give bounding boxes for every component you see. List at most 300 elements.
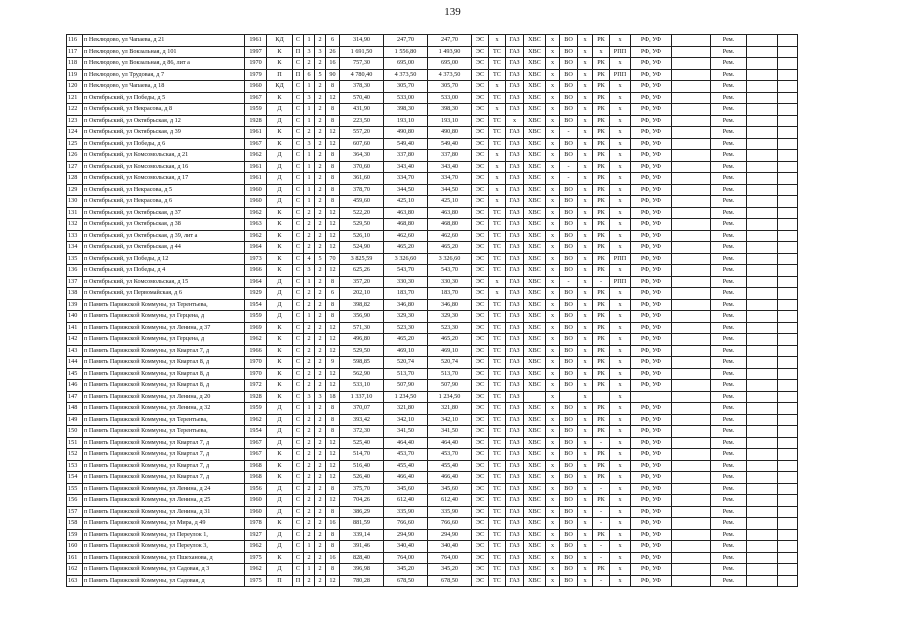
table-cell: РФ, УФ [631, 219, 672, 231]
table-cell: ЭС [472, 552, 489, 564]
table-cell: 1964 [245, 276, 267, 288]
table-cell: П [293, 69, 304, 81]
table-cell: РПП [610, 69, 631, 81]
table-cell: 160 [67, 541, 83, 553]
table-cell: РФ, УФ [631, 58, 672, 70]
table-cell: ЭС [472, 58, 489, 70]
table-cell: х [546, 219, 560, 231]
table-row [67, 311, 798, 323]
table-cell: Д [267, 104, 293, 116]
table-cell: 1929 [245, 288, 267, 300]
table-row [67, 35, 798, 47]
table-cell: 469,10 [384, 345, 428, 357]
table-cell: 1968 [245, 472, 267, 484]
table-row [67, 276, 798, 288]
table-cell [672, 127, 711, 139]
table-cell: 598,85 [340, 357, 384, 369]
table-cell: 1 [304, 173, 315, 185]
table-row [67, 230, 798, 242]
table-cell: РФ, УФ [631, 322, 672, 334]
table-cell: ГАЗ [506, 265, 524, 277]
table-cell: Д [267, 288, 293, 300]
table-cell: 1954 [245, 299, 267, 311]
table-cell: Рем. [711, 541, 747, 553]
table-cell: 2 [315, 276, 326, 288]
table-cell: ХВС [524, 161, 546, 173]
table-row [67, 219, 798, 231]
table-cell: 2 [304, 380, 315, 392]
table-cell: п Неклюдово, ул Вокзальная, д 101 [83, 46, 245, 58]
table-cell: ЭС [472, 288, 489, 300]
table-cell: 223,50 [340, 115, 384, 127]
table-cell: С [293, 150, 304, 162]
table-cell: С [293, 495, 304, 507]
table-cell: С [293, 483, 304, 495]
table-cell: 128 [67, 173, 83, 185]
table-cell: РФ, УФ [631, 311, 672, 323]
table-cell: ГАЗ [506, 138, 524, 150]
table-cell [747, 58, 778, 70]
table-cell: п Память Парижской Коммуны, ул Квартал 7, д [83, 437, 245, 449]
table-cell [747, 564, 778, 576]
table-cell: 119 [67, 69, 83, 81]
table-cell: РК [593, 219, 610, 231]
table-cell: ЭС [472, 483, 489, 495]
table-cell: 12 [326, 127, 340, 139]
table-cell [747, 207, 778, 219]
table-cell [747, 230, 778, 242]
table-cell: х [578, 138, 593, 150]
table-cell: Рем. [711, 437, 747, 449]
table-cell: 375,70 [340, 483, 384, 495]
table-cell [747, 150, 778, 162]
table-cell: ВО [560, 69, 578, 81]
table-cell: 140 [67, 311, 83, 323]
table-cell: С [293, 115, 304, 127]
table-cell: Рем. [711, 575, 747, 587]
table-cell: С [293, 92, 304, 104]
table-cell: РФ, УФ [631, 230, 672, 242]
table-cell: х [593, 46, 610, 58]
table-cell: 2 [315, 265, 326, 277]
table-cell: С [293, 288, 304, 300]
table-cell: С [293, 253, 304, 265]
table-cell [672, 253, 711, 265]
table-cell [672, 104, 711, 116]
table-cell: х [546, 552, 560, 564]
table-cell: ГАЗ [506, 322, 524, 334]
table-cell: ХВС [524, 575, 546, 587]
table-cell [672, 242, 711, 254]
table-cell: 1 [304, 564, 315, 576]
table-cell [778, 460, 798, 472]
table-cell: ЭС [472, 357, 489, 369]
table-cell: 490,80 [384, 127, 428, 139]
table-cell: 463,80 [384, 207, 428, 219]
table-row [67, 161, 798, 173]
table-cell: х [546, 92, 560, 104]
table-cell: п Октябрьский, ул Октябрьская, д 37 [83, 207, 245, 219]
table-cell: 1970 [245, 58, 267, 70]
table-cell: С [293, 173, 304, 185]
table-cell: Д [267, 150, 293, 162]
table-cell: ГАЗ [506, 552, 524, 564]
table-row [67, 552, 798, 564]
table-cell: ТС [489, 506, 506, 518]
table-cell: 2 [315, 299, 326, 311]
table-cell: 3 825,59 [340, 253, 384, 265]
table-row [67, 115, 798, 127]
table-cell: РФ, УФ [631, 35, 672, 47]
table-cell: ХВС [524, 426, 546, 438]
table-cell: х [610, 495, 631, 507]
table-cell: ВО [560, 253, 578, 265]
table-cell [672, 138, 711, 150]
table-cell: К [267, 334, 293, 346]
table-cell: ТС [489, 564, 506, 576]
table-cell: х [578, 184, 593, 196]
table-cell [672, 357, 711, 369]
table-cell: К [267, 472, 293, 484]
table-cell: п Октябрьский, ул Комсомольская, д 16 [83, 161, 245, 173]
table-cell: РК [593, 196, 610, 208]
table-cell: х [578, 276, 593, 288]
table-cell: РФ, УФ [631, 196, 672, 208]
table-cell: 151 [67, 437, 83, 449]
table-row [67, 403, 798, 415]
table-cell: ГАЗ [506, 529, 524, 541]
table-cell: х [546, 414, 560, 426]
table-cell: К [267, 207, 293, 219]
table-cell: РК [593, 288, 610, 300]
table-cell: 2 [315, 196, 326, 208]
table-cell [747, 46, 778, 58]
table-cell: С [293, 242, 304, 254]
table-cell: С [293, 322, 304, 334]
table-cell [747, 276, 778, 288]
table-cell: С [293, 311, 304, 323]
table-cell [672, 345, 711, 357]
table-cell: п Память Парижской Коммуны, ул Квартал 7, д [83, 472, 245, 484]
table-cell [747, 184, 778, 196]
table-cell: К [267, 92, 293, 104]
table-cell: ВО [560, 437, 578, 449]
table-cell: Рем. [711, 552, 747, 564]
table-cell: х [506, 115, 524, 127]
table-cell: п Память Парижской Коммуны, ул Квартал 8, д [83, 380, 245, 392]
table-cell: 2 [304, 414, 315, 426]
table-cell: п Октябрьский, ул Первомайская, д 6 [83, 288, 245, 300]
table-cell: 1972 [245, 380, 267, 392]
table-cell: 2 [304, 518, 315, 530]
table-cell: 2 [304, 449, 315, 461]
table-cell: 357,20 [340, 276, 384, 288]
table-cell: 6 [304, 69, 315, 81]
table-cell: п Октябрьский, ул Победы, д 6 [83, 138, 245, 150]
table-cell: 2 [304, 426, 315, 438]
table-cell: 2 [315, 541, 326, 553]
table-cell: 780,28 [340, 575, 384, 587]
table-cell: ХВС [524, 58, 546, 70]
table-cell: ГАЗ [506, 575, 524, 587]
table-cell [778, 265, 798, 277]
table-cell: х [578, 265, 593, 277]
table-cell: 372,30 [340, 426, 384, 438]
table-cell: ЭС [472, 196, 489, 208]
table-cell: 8 [326, 161, 340, 173]
table-cell: ГАЗ [506, 35, 524, 47]
table-cell: Д [267, 437, 293, 449]
table-cell: ВО [560, 564, 578, 576]
table-cell: 1 [304, 150, 315, 162]
table-cell [778, 173, 798, 185]
table-cell: ТС [489, 575, 506, 587]
table-cell: 529,50 [340, 345, 384, 357]
table-cell: х [546, 506, 560, 518]
table-cell: 1 556,80 [384, 46, 428, 58]
table-cell: ВО [560, 230, 578, 242]
table-cell: Рем. [711, 104, 747, 116]
table-cell: ВО [560, 138, 578, 150]
table-cell [672, 207, 711, 219]
table-cell: Д [267, 403, 293, 415]
table-cell: ТС [489, 529, 506, 541]
table-cell: Рем. [711, 253, 747, 265]
table-cell: х [546, 575, 560, 587]
table-cell: 294,90 [428, 529, 472, 541]
table-cell: ТС [489, 368, 506, 380]
table-cell: ТС [489, 207, 506, 219]
table-cell: РФ, УФ [631, 104, 672, 116]
table-cell: х [546, 449, 560, 461]
table-row [67, 92, 798, 104]
table-cell: ВО [560, 219, 578, 231]
table-cell: ВО [560, 35, 578, 47]
table-cell: 2 [315, 58, 326, 70]
table-cell [747, 288, 778, 300]
table-cell: РФ, УФ [631, 288, 672, 300]
table-cell: х [610, 207, 631, 219]
table-cell: 549,40 [384, 138, 428, 150]
table-cell: ТС [489, 115, 506, 127]
table-cell: 704,26 [340, 495, 384, 507]
table-cell: 398,30 [384, 104, 428, 116]
table-cell: 335,90 [428, 506, 472, 518]
table-cell: х [546, 403, 560, 415]
table-cell: К [267, 357, 293, 369]
table-cell: С [293, 299, 304, 311]
table-cell: х [578, 460, 593, 472]
table-cell: Рем. [711, 265, 747, 277]
table-cell: ЭС [472, 564, 489, 576]
table-cell: 2 [315, 506, 326, 518]
table-cell: ВО [560, 299, 578, 311]
table-cell: х [489, 161, 506, 173]
table-cell: ХВС [524, 276, 546, 288]
table-cell: 305,70 [384, 81, 428, 93]
table-cell: 490,80 [428, 127, 472, 139]
table-cell [524, 391, 546, 403]
table-cell [672, 506, 711, 518]
table-cell: х [578, 58, 593, 70]
table-cell: ВО [560, 104, 578, 116]
table-cell: 3 [304, 391, 315, 403]
table-cell: 70 [326, 253, 340, 265]
table-cell [672, 334, 711, 346]
table-cell: ХВС [524, 138, 546, 150]
table-cell: ВО [560, 345, 578, 357]
table-cell: 247,70 [384, 35, 428, 47]
table-cell: Д [267, 426, 293, 438]
table-cell: 12 [326, 449, 340, 461]
table-cell: ТС [489, 92, 506, 104]
table-cell: РК [593, 92, 610, 104]
table-cell: х [578, 104, 593, 116]
table-cell [778, 253, 798, 265]
table-cell: 129 [67, 184, 83, 196]
table-cell: ТС [489, 518, 506, 530]
table-cell: ВО [560, 483, 578, 495]
table-cell: х [578, 219, 593, 231]
table-cell: 468,80 [428, 219, 472, 231]
table-cell: 16 [326, 552, 340, 564]
table-cell: 2 [304, 299, 315, 311]
table-cell: х [546, 253, 560, 265]
table-cell: 1928 [245, 391, 267, 403]
table-cell: 8 [326, 184, 340, 196]
table-cell: РФ, УФ [631, 552, 672, 564]
table-cell: 343,40 [428, 161, 472, 173]
table-cell: х [610, 541, 631, 553]
table-cell: 520,74 [428, 357, 472, 369]
table-cell: ТС [489, 357, 506, 369]
table-cell: ГАЗ [506, 104, 524, 116]
table-cell: 152 [67, 449, 83, 461]
table-cell: 12 [326, 322, 340, 334]
table-cell: 12 [326, 380, 340, 392]
table-cell: ВО [560, 529, 578, 541]
table-cell: ВО [560, 311, 578, 323]
table-cell: ВО [560, 380, 578, 392]
table-cell: 123 [67, 115, 83, 127]
table-cell: Д [267, 506, 293, 518]
table-cell: 340,40 [384, 541, 428, 553]
table-cell: ХВС [524, 334, 546, 346]
table-cell: 513,70 [384, 368, 428, 380]
table-cell: х [546, 138, 560, 150]
table-cell: 154 [67, 472, 83, 484]
table-cell [672, 368, 711, 380]
table-cell [778, 127, 798, 139]
table-cell: Рем. [711, 368, 747, 380]
table-cell [672, 58, 711, 70]
table-cell [778, 230, 798, 242]
table-cell: ГАЗ [506, 403, 524, 415]
table-cell [778, 196, 798, 208]
table-cell: ХВС [524, 173, 546, 185]
table-cell: Рем. [711, 115, 747, 127]
table-cell: 6 [326, 35, 340, 47]
table-cell: РК [593, 115, 610, 127]
table-cell: п Октябрьский, ул Победы, д 12 [83, 253, 245, 265]
table-cell: 2 [315, 334, 326, 346]
table-cell: С [293, 196, 304, 208]
table-cell: 3 326,60 [384, 253, 428, 265]
table-cell: 346,80 [384, 299, 428, 311]
table-cell: 4 373,50 [384, 69, 428, 81]
table-cell: РФ, УФ [631, 69, 672, 81]
table-cell: РПП [610, 46, 631, 58]
table-cell: С [293, 138, 304, 150]
table-cell: ХВС [524, 311, 546, 323]
table-cell: ГАЗ [506, 276, 524, 288]
table-cell: РК [593, 253, 610, 265]
table-cell: х [546, 69, 560, 81]
table-row [67, 253, 798, 265]
table-cell: ВО [560, 334, 578, 346]
table-cell: х [546, 472, 560, 484]
table-cell: х [489, 173, 506, 185]
table-cell [747, 161, 778, 173]
table-cell: РК [593, 460, 610, 472]
table-cell: 2 [315, 552, 326, 564]
table-cell: 90 [326, 69, 340, 81]
table-cell: ВО [560, 495, 578, 507]
table-cell [747, 380, 778, 392]
table-cell: х [578, 35, 593, 47]
table-cell: 344,50 [428, 184, 472, 196]
table-cell [672, 219, 711, 231]
table-cell: - [593, 483, 610, 495]
table-cell: п Неклюдово, ул Вокзальная, д 86, лит а [83, 58, 245, 70]
table-cell: ТС [489, 138, 506, 150]
table-cell: - [593, 276, 610, 288]
table-cell: 345,20 [384, 564, 428, 576]
table-cell [778, 219, 798, 231]
table-cell: 514,70 [340, 449, 384, 461]
table-cell: ЭС [472, 518, 489, 530]
table-cell: РК [593, 380, 610, 392]
table-cell [778, 58, 798, 70]
table-cell: ЭС [472, 173, 489, 185]
table-cell: 766,60 [428, 518, 472, 530]
table-cell: 8 [326, 173, 340, 185]
table-cell: С [293, 449, 304, 461]
table-cell: 526,10 [340, 230, 384, 242]
table-row [67, 173, 798, 185]
table-cell: С [293, 276, 304, 288]
table-cell: х [546, 299, 560, 311]
table-cell [747, 357, 778, 369]
table-cell: 305,70 [428, 81, 472, 93]
table-cell: - [593, 552, 610, 564]
table-cell: 2 [304, 288, 315, 300]
table-cell: ХВС [524, 403, 546, 415]
table-cell: 120 [67, 81, 83, 93]
table-cell: ГАЗ [506, 414, 524, 426]
table-cell: 549,40 [428, 138, 472, 150]
table-cell: Рем. [711, 472, 747, 484]
table-cell [747, 127, 778, 139]
table-row [67, 127, 798, 139]
table-cell: х [578, 150, 593, 162]
table-cell: Рем. [711, 495, 747, 507]
table-cell: РК [593, 299, 610, 311]
table-cell: 2 [315, 564, 326, 576]
table-cell: 342,10 [428, 414, 472, 426]
table-cell: 1 [304, 161, 315, 173]
table-cell: 153 [67, 460, 83, 472]
